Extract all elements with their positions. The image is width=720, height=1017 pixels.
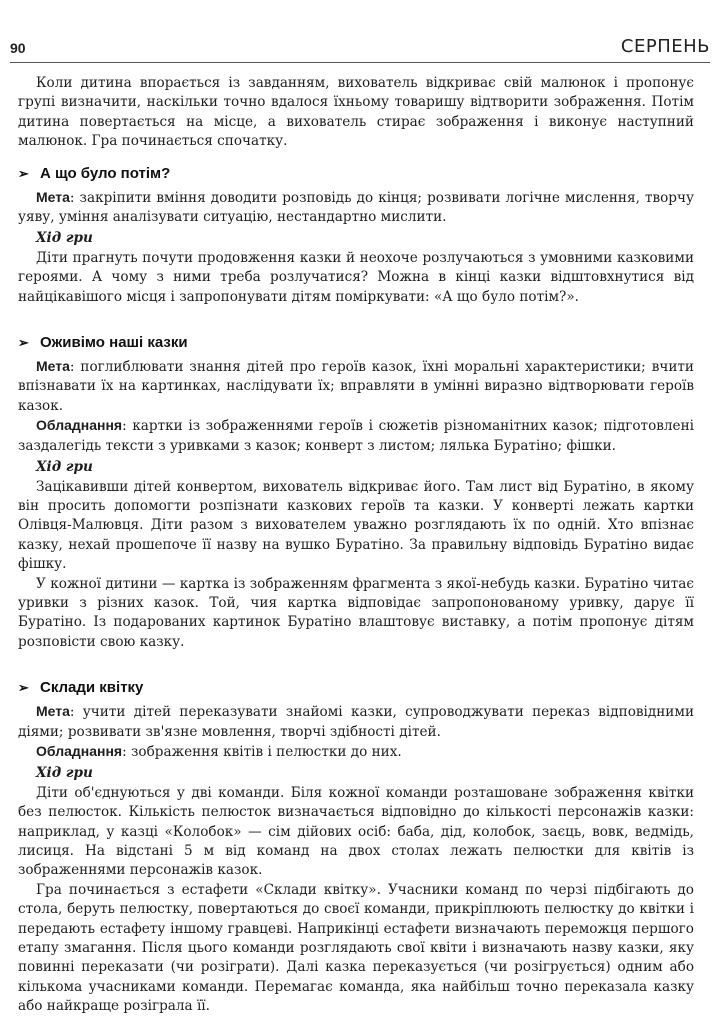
game-progress-heading: Хід гри [36,230,93,247]
page-header [10,34,710,63]
goal-paragraph [18,188,694,228]
page-number: 90 [10,40,26,56]
equipment-paragraph [18,742,694,762]
goal-paragraph [18,702,694,742]
section-title-revive-tales [18,333,694,353]
goal-text: : поглиблювати знання дітей про героїв казок, їхні моральні характеристики; вчити впізнавати їх на картинках, наслідувати їх; вправляти в умінні виразно відтворювати героїв казок. [18,359,694,414]
equipment-label: Обладнання [36,742,123,759]
goal-label: Мета [36,358,70,375]
game-progress-heading: Хід гри [36,765,93,782]
goal-text: : учити дітей переказувати знайомі казки, супроводжувати переказ відповідними діями; розвивати зв'язне мовлення, творчі здібності дітей. [18,704,694,740]
equipment-text: : зображення квітів і пелюстки до них. [122,743,402,760]
goal-label: Мета [36,703,70,720]
game-progress-heading: Хід гри [36,459,93,476]
arrow-marker-icon: ➢ [18,165,29,181]
goal-text: : закріпити вміння доводити розповідь до кінця; розвивати логічне мислення, творчу уяву, уміння аналізувати ситуацію, нестандартно мислити. [18,189,694,226]
game-paragraph: Гра починається з естафети «Склади квітку». Учасники команд по черзі підбігають до стола, беруть пелюстку, повертаються до своєї команди, прикріплюють пелюстку до квітки і передають естафету іншому гравцеві. Наприкінці естафети визначають переможця першого етапу змагання. Після цього команди розглядають свої квіти і визначають назву казки, яку повинні переказати (чи розіграти). Далі казка переказується (чи розігрується) одним або кількома учасниками команди. Перемагає команда, яка найбільш точно переказала казку або найкраще розіграла її. [18,881,694,1015]
game-paragraph: Діти об'єднуються у дві команди. Біля кожної команди розташоване зображення квітки без пелюсток. Кількість пелюсток визначається відповідно до кількості персонажів казки: наприклад, у казці «Колобок» — сім дійових осіб: баба, дід, колобок, заєць, вовк, ведмідь, лисиця. На відстані 5 м від команд на двох столах лежать пелюстки для квітів із зображеннями персонажів казок. [18,784,694,879]
intro-paragraph: Коли дитина впорається із завданням, вихователь відкриває свій малюнок і пропонує групі визначити, наскільки точно вдалося їхньому товаришу відтворити зображення. Потім дитина повертається на місце, а вихователь стирає зображення і виконує наступний малюнок. Гра починається спочатку. [18,75,694,150]
goal-label: Мета [36,188,70,205]
section-title-text: Склади квітку [40,679,144,697]
running-title: СЕРПЕНЬ [620,36,710,57]
arrow-marker-icon: ➢ [18,335,29,351]
arrow-marker-icon: ➢ [18,680,29,696]
page-content [18,74,694,1017]
equipment-label: Обладнання [36,417,123,434]
equipment-paragraph [18,416,694,456]
equipment-text: : картки із зображеннями героїв і сюжетів різноманітних казок; підготовлені заздалегідь тексти з уривками з казок; конверт з листом; лялька Буратіно; фішки. [18,418,694,454]
section-title-what-happened-next [18,164,694,184]
section-title-text: Оживімо наші казки [40,334,188,352]
game-paragraph: Зацікавивши дітей конвертом, вихователь відкриває його. Там лист від Буратіно, в якому він просить допомогти розпізнати казкових героїв та казки. У конверті лежать картки Олівця-Малювця. Діти разом з вихователем уважно розглядають їх по одній. Хто впізнає казку, нехай прошепоче її назву на вушко Буратіно. За правильну відповідь Буратіно видає фішку. [18,478,694,573]
game-paragraph: Діти прагнуть почути продовження казки й неохоче розлучаються з умовними казковими героями. А чому з ними треба розлучатися? Можна в кінці казки відштовхнутися від найцікавішого місця і запропонувати дітям поміркувати: «А що було потім?». [18,249,694,305]
section-title-make-flower [18,678,694,698]
game-paragraph: У кожної дитини — картка із зображенням фрагмента з якої-небудь казки. Буратіно читає уривки з різних казок. Той, чия картка відповідає запропонованому уривку, дарує її Буратіно. Із подарованих картинок Буратіно влаштовує виставку, а потім пропонує дітям розповісти свою казку. [18,575,694,650]
goal-paragraph [18,357,694,416]
section-title-text: А що було потім? [40,164,171,182]
